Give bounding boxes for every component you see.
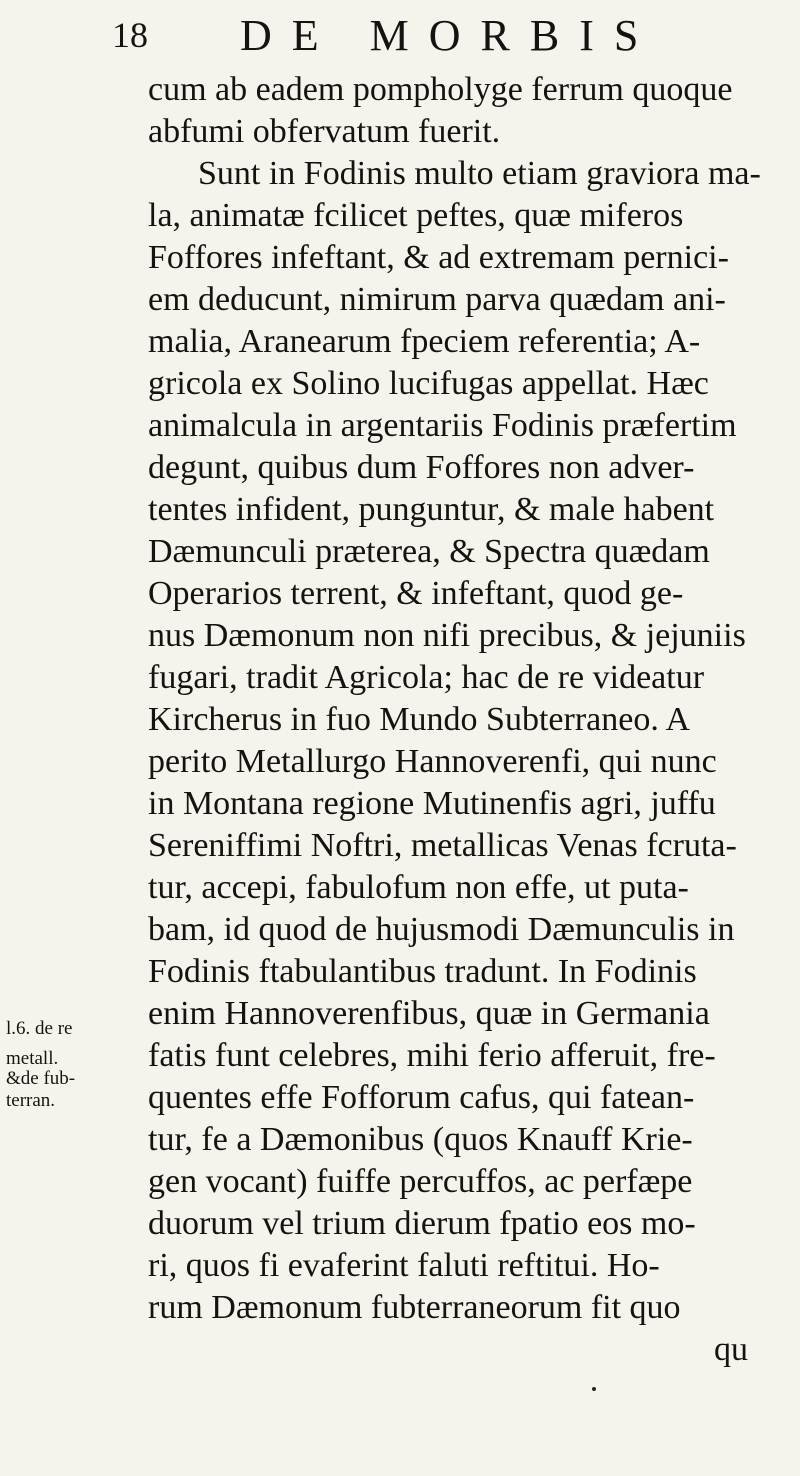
ink-speck: [592, 1387, 596, 1391]
text-line: rum Dæmonum fubterraneorum fit quo: [148, 1289, 681, 1326]
text-line: Sunt in Fodinis multo etiam graviora ma-: [198, 155, 761, 192]
text-line: malia, Aranearum fpeciem referentia; A-: [148, 323, 701, 360]
catchword: qu: [714, 1331, 748, 1368]
text-line: bam, id quod de hujusmodi Dæmunculis in: [148, 911, 735, 948]
text-line: abfumi obfervatum fuerit.: [148, 113, 501, 150]
text-line: Sereniffimi Noftri, metallicas Venas fcruta-: [148, 827, 737, 864]
running-title: DE MORBIS: [240, 11, 659, 60]
text-line: tur, accepi, fabulofum non effe, ut puta-: [148, 869, 689, 906]
text-line: gricola ex Solino lucifugas appellat. Hæc: [148, 365, 709, 402]
text-line: enim Hannoverenfibus, quæ in Germania: [148, 995, 710, 1032]
text-line: la, animatæ fcilicet peftes, quæ miferos: [148, 197, 684, 234]
text-line: fugari, tradit Agricola; hac de re videatur: [148, 659, 705, 696]
text-line: ri, quos fi evaferint faluti reftitui. Ho-: [148, 1247, 660, 1284]
margin-note-line: metall.: [6, 1048, 59, 1069]
text-line: Kircherus in fuo Mundo Subterraneo. A: [148, 701, 691, 738]
text-line: in Montana regione Mutinenfis agri, juffu: [148, 785, 716, 822]
page-number: 18: [112, 15, 148, 55]
text-line: tur, fe a Dæmonibus (quos Knauff Krie-: [148, 1121, 693, 1158]
margin-note-line: l.6. de re: [6, 1018, 73, 1039]
text-line: quentes effe Fofforum cafus, qui fatean-: [148, 1079, 695, 1116]
running-head: [112, 10, 692, 70]
margin-note-line: terran.: [6, 1090, 56, 1111]
text-line: em deducunt, nimirum parva quædam ani-: [148, 281, 726, 318]
text-line: Foffores infeftant, & ad extremam pernici-: [148, 239, 729, 276]
text-line: Dæmunculi præterea, & Spectra quædam: [148, 533, 710, 570]
text-line: fatis funt celebres, mihi ferio afferuit, fre-: [148, 1037, 716, 1074]
text-line: nus Dæmonum non nifi precibus, & jejuniis: [148, 617, 746, 654]
text-line: Operarios terrent, & infeftant, quod ge-: [148, 575, 684, 612]
text-line: tentes infident, punguntur, & male habent: [148, 491, 715, 528]
margin-note-line: &de fub-: [6, 1068, 76, 1089]
text-line: gen vocant) fuiffe percuffos, ac perfæpe: [148, 1163, 693, 1200]
text-line: Fodinis ftabulantibus tradunt. In Fodinis: [148, 953, 697, 990]
text-line: duorum vel trium dierum fpatio eos mo-: [148, 1205, 696, 1242]
text-line: cum ab eadem pompholyge ferrum quoque: [148, 71, 733, 108]
text-line: perito Metallurgo Hannoverenfi, qui nunc: [148, 743, 717, 780]
text-line: animalcula in argentariis Fodinis præfertim: [148, 407, 737, 444]
text-line: degunt, quibus dum Foffores non adver-: [148, 449, 695, 486]
